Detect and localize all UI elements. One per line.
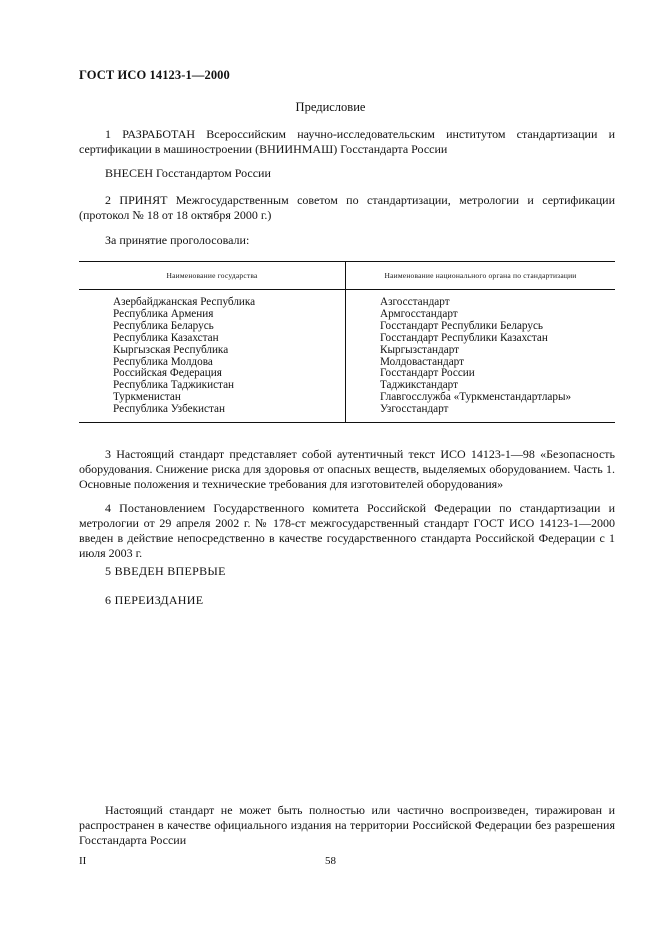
states-list	[113, 297, 255, 416]
table-cell-state: Азербайджанская Республика	[113, 296, 256, 308]
bodies-list	[380, 297, 571, 416]
table-cell-state: Кыргызская Республика	[113, 343, 229, 356]
table-cell-body: Азгосстандарт	[380, 296, 450, 308]
table-cell-state: Республика Армения	[113, 307, 214, 320]
table-cell-body: Таджикстандарт	[380, 379, 459, 392]
preface-item-1: 1 РАЗРАБОТАН Всероссийским научно-исследовательским институтом стандартизации и сертификации в машиностроении (ВНИИНМАШ) Госстандарта России	[79, 127, 615, 156]
table-cell-body: Госстандарт России	[380, 367, 475, 380]
document-header-title: ГОСТ ИСО 14123-1—2000	[79, 68, 230, 82]
item-3: 3 Настоящий стандарт представляет собой аутентичный текст ИСО 14123-1—98 «Безопасность оборудования. Снижение риска для здоровья от опасных веществ, выделяемых оборудованием. Часть 1. Основные положения и технические требования для изготовителей оборудования»	[79, 447, 615, 491]
table-cell-body: Кыргызстандарт	[380, 343, 460, 356]
table-cell-state: Российская Федерация	[113, 367, 222, 380]
table-header-divider	[79, 289, 615, 290]
item-6: 6 ПЕРЕИЗДАНИЕ	[105, 593, 204, 607]
item-5: 5 ВВЕДЕН ВПЕРВЫЕ	[105, 564, 226, 578]
table-cell-state: Республика Казахстан	[113, 331, 219, 344]
table-cell-body: Госстандарт Республики Казахстан	[380, 331, 548, 344]
preface-title: Предисловие	[295, 100, 366, 114]
table-cell-body: Госстандарт Республики Беларусь	[380, 319, 544, 332]
table-cell-state: Туркменистан	[113, 391, 181, 404]
preface-item-2: 2 ПРИНЯТ Межгосударственным советом по стандартизации, метрологии и сертификации (протокол № 18 от 18 октября 2000 г.)	[79, 193, 615, 222]
table-column-divider	[345, 262, 346, 422]
copyright-note: Настоящий стандарт не может быть полностью или частично воспроизведен, тиражирован и распространен в качестве официального издания на территории Российской Федерации без разрешения Госстандарта России	[79, 803, 615, 847]
table-cell-body: Армгосстандарт	[380, 307, 458, 320]
table-cell-state: Республика Беларусь	[113, 319, 214, 332]
preface-introduced: ВНЕСЕН Госстандартом России	[105, 166, 271, 180]
table-cell-state: Республика Молдова	[113, 355, 213, 368]
table-header-body: Наименование национального органа по стандартизации	[384, 271, 577, 280]
table-cell-state: Республика Таджикистан	[113, 379, 235, 392]
voted-heading: За принятие проголосовали:	[105, 233, 250, 247]
table-cell-body: Молдовастандарт	[380, 355, 465, 368]
table-cell-body: Узгосстандарт	[380, 403, 449, 416]
table-cell-body: Главгосслужба «Туркменстандартлары»	[380, 391, 572, 404]
table-header-state: Наименование государства	[166, 271, 258, 280]
page-number: 58	[325, 855, 336, 867]
table-cell-state: Республика Узбекистан	[113, 403, 225, 416]
item-4: 4 Постановлением Государственного комитета Российской Федерации по стандартизации и метрологии от 29 апреля 2002 г. № 178-ст межгосударственный стандарт ГОСТ ИСО 14123-1—2000 введен в действие непосредственно в качестве государственного стандарта Российской Федерации с 1 июля 2003 г.	[79, 501, 615, 560]
voting-table	[79, 261, 615, 423]
roman-page-number: II	[79, 855, 87, 867]
